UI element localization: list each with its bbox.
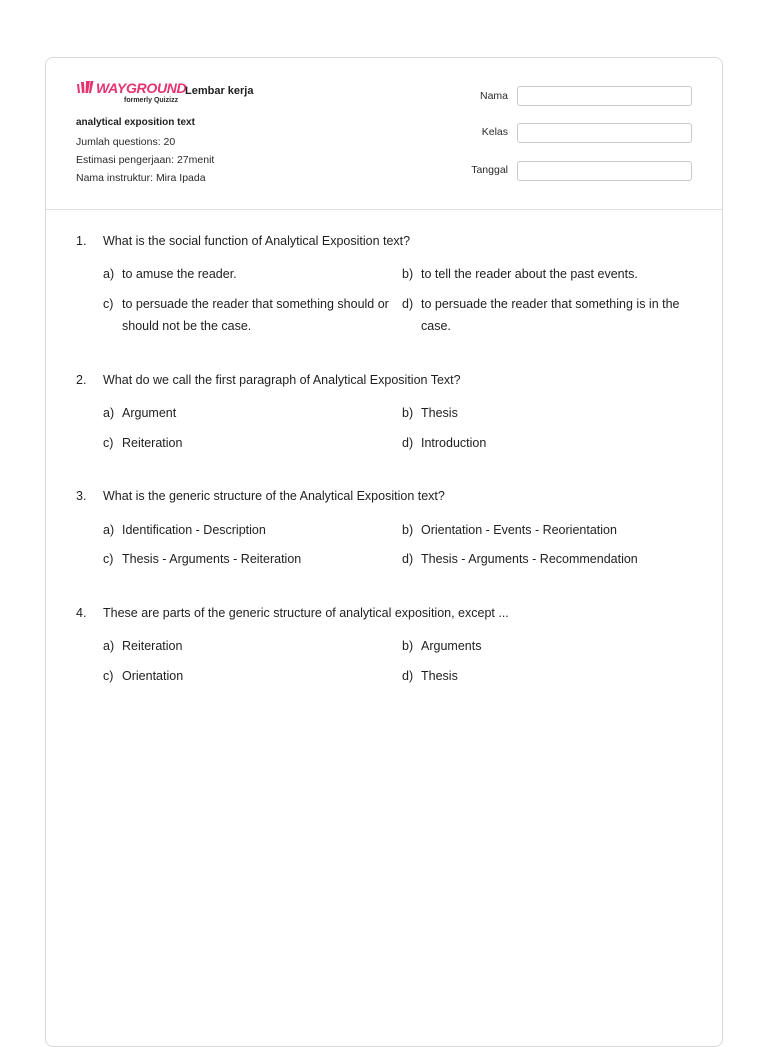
date-label: Tanggal: [471, 164, 508, 176]
option-d[interactable]: [402, 548, 696, 570]
option-a[interactable]: [103, 402, 397, 424]
option-c[interactable]: [103, 293, 397, 337]
option-c[interactable]: [103, 665, 397, 687]
question-text: What is the generic structure of the Analytical Exposition text?: [103, 489, 445, 503]
option-letter: d): [402, 297, 414, 311]
date-field[interactable]: [517, 161, 692, 181]
option-letter: a): [103, 267, 115, 281]
worksheet-page: [45, 57, 723, 1047]
name-label: Nama: [479, 90, 508, 102]
name-field[interactable]: [517, 86, 692, 106]
option-text: Reiteration: [122, 436, 183, 450]
option-letter: d): [402, 669, 414, 683]
logo-subtitle: formerly Quizizz: [124, 97, 179, 104]
question-text: What is the social function of Analytical Exposition text?: [103, 234, 411, 248]
option-text: to persuade the reader that something is in the case.: [421, 297, 680, 333]
option-letter: a): [103, 406, 115, 420]
option-a[interactable]: [103, 635, 397, 657]
option-b[interactable]: [402, 519, 696, 541]
worksheet-label: Lembar kerja: [185, 85, 254, 97]
option-d[interactable]: [402, 293, 696, 337]
question-number: 1.: [76, 234, 87, 248]
option-c[interactable]: [103, 432, 397, 454]
option-text: Orientation: [122, 669, 184, 683]
question-4: [76, 605, 696, 683]
option-letter: b): [402, 639, 414, 653]
option-text: Thesis: [421, 406, 458, 420]
option-d[interactable]: [402, 432, 696, 454]
option-letter: b): [402, 267, 414, 281]
option-text: to amuse the reader.: [122, 267, 237, 281]
option-letter: b): [402, 406, 414, 420]
option-text: Thesis - Arguments - Recommendation: [421, 552, 638, 566]
option-letter: c): [103, 436, 114, 450]
option-b[interactable]: [402, 635, 696, 657]
option-b[interactable]: [402, 263, 696, 285]
option-letter: d): [402, 552, 414, 566]
question-number: 3.: [76, 489, 87, 503]
wayground-mark-icon: [76, 81, 94, 95]
option-a[interactable]: [103, 519, 397, 541]
instructor-name: Nama instruktur: Mira Ipada: [76, 172, 206, 184]
question-number: 2.: [76, 373, 87, 387]
option-text: Reiteration: [122, 639, 183, 653]
question-1: [76, 233, 696, 333]
question-3: [76, 488, 696, 566]
option-text: Thesis - Arguments - Reiteration: [122, 552, 302, 566]
question-2: [76, 372, 696, 450]
brand-logo: [76, 80, 186, 106]
worksheet-header: [46, 58, 722, 210]
option-letter: c): [103, 297, 114, 311]
option-letter: d): [402, 436, 414, 450]
class-label: Kelas: [481, 126, 508, 138]
logo-wordmark: WAYGROUND: [96, 80, 187, 96]
option-letter: a): [103, 523, 115, 537]
option-text: Thesis: [421, 669, 458, 683]
question-count: Jumlah questions: 20: [76, 136, 176, 148]
option-letter: c): [103, 669, 114, 683]
option-letter: a): [103, 639, 115, 653]
option-text: Argument: [122, 406, 177, 420]
option-b[interactable]: [402, 402, 696, 424]
option-letter: b): [402, 523, 414, 537]
option-text: Arguments: [421, 639, 482, 653]
option-a[interactable]: [103, 263, 397, 285]
class-field[interactable]: [517, 123, 692, 143]
option-text: Identification - Description: [122, 523, 266, 537]
worksheet-title: analytical exposition text: [76, 117, 195, 128]
question-number: 4.: [76, 606, 87, 620]
option-text: Orientation - Events - Reorientation: [421, 523, 617, 537]
option-text: Introduction: [421, 436, 487, 450]
question-text: What do we call the first paragraph of Analytical Exposition Text?: [103, 373, 461, 387]
option-d[interactable]: [402, 665, 696, 687]
estimated-time: Estimasi pengerjaan: 27menit: [76, 154, 215, 166]
option-text: to persuade the reader that something should or should not be the case.: [122, 297, 389, 333]
option-letter: c): [103, 552, 114, 566]
question-text: These are parts of the generic structure of analytical exposition, except ...: [103, 606, 509, 620]
option-text: to tell the reader about the past events.: [421, 267, 638, 281]
option-c[interactable]: [103, 548, 397, 570]
